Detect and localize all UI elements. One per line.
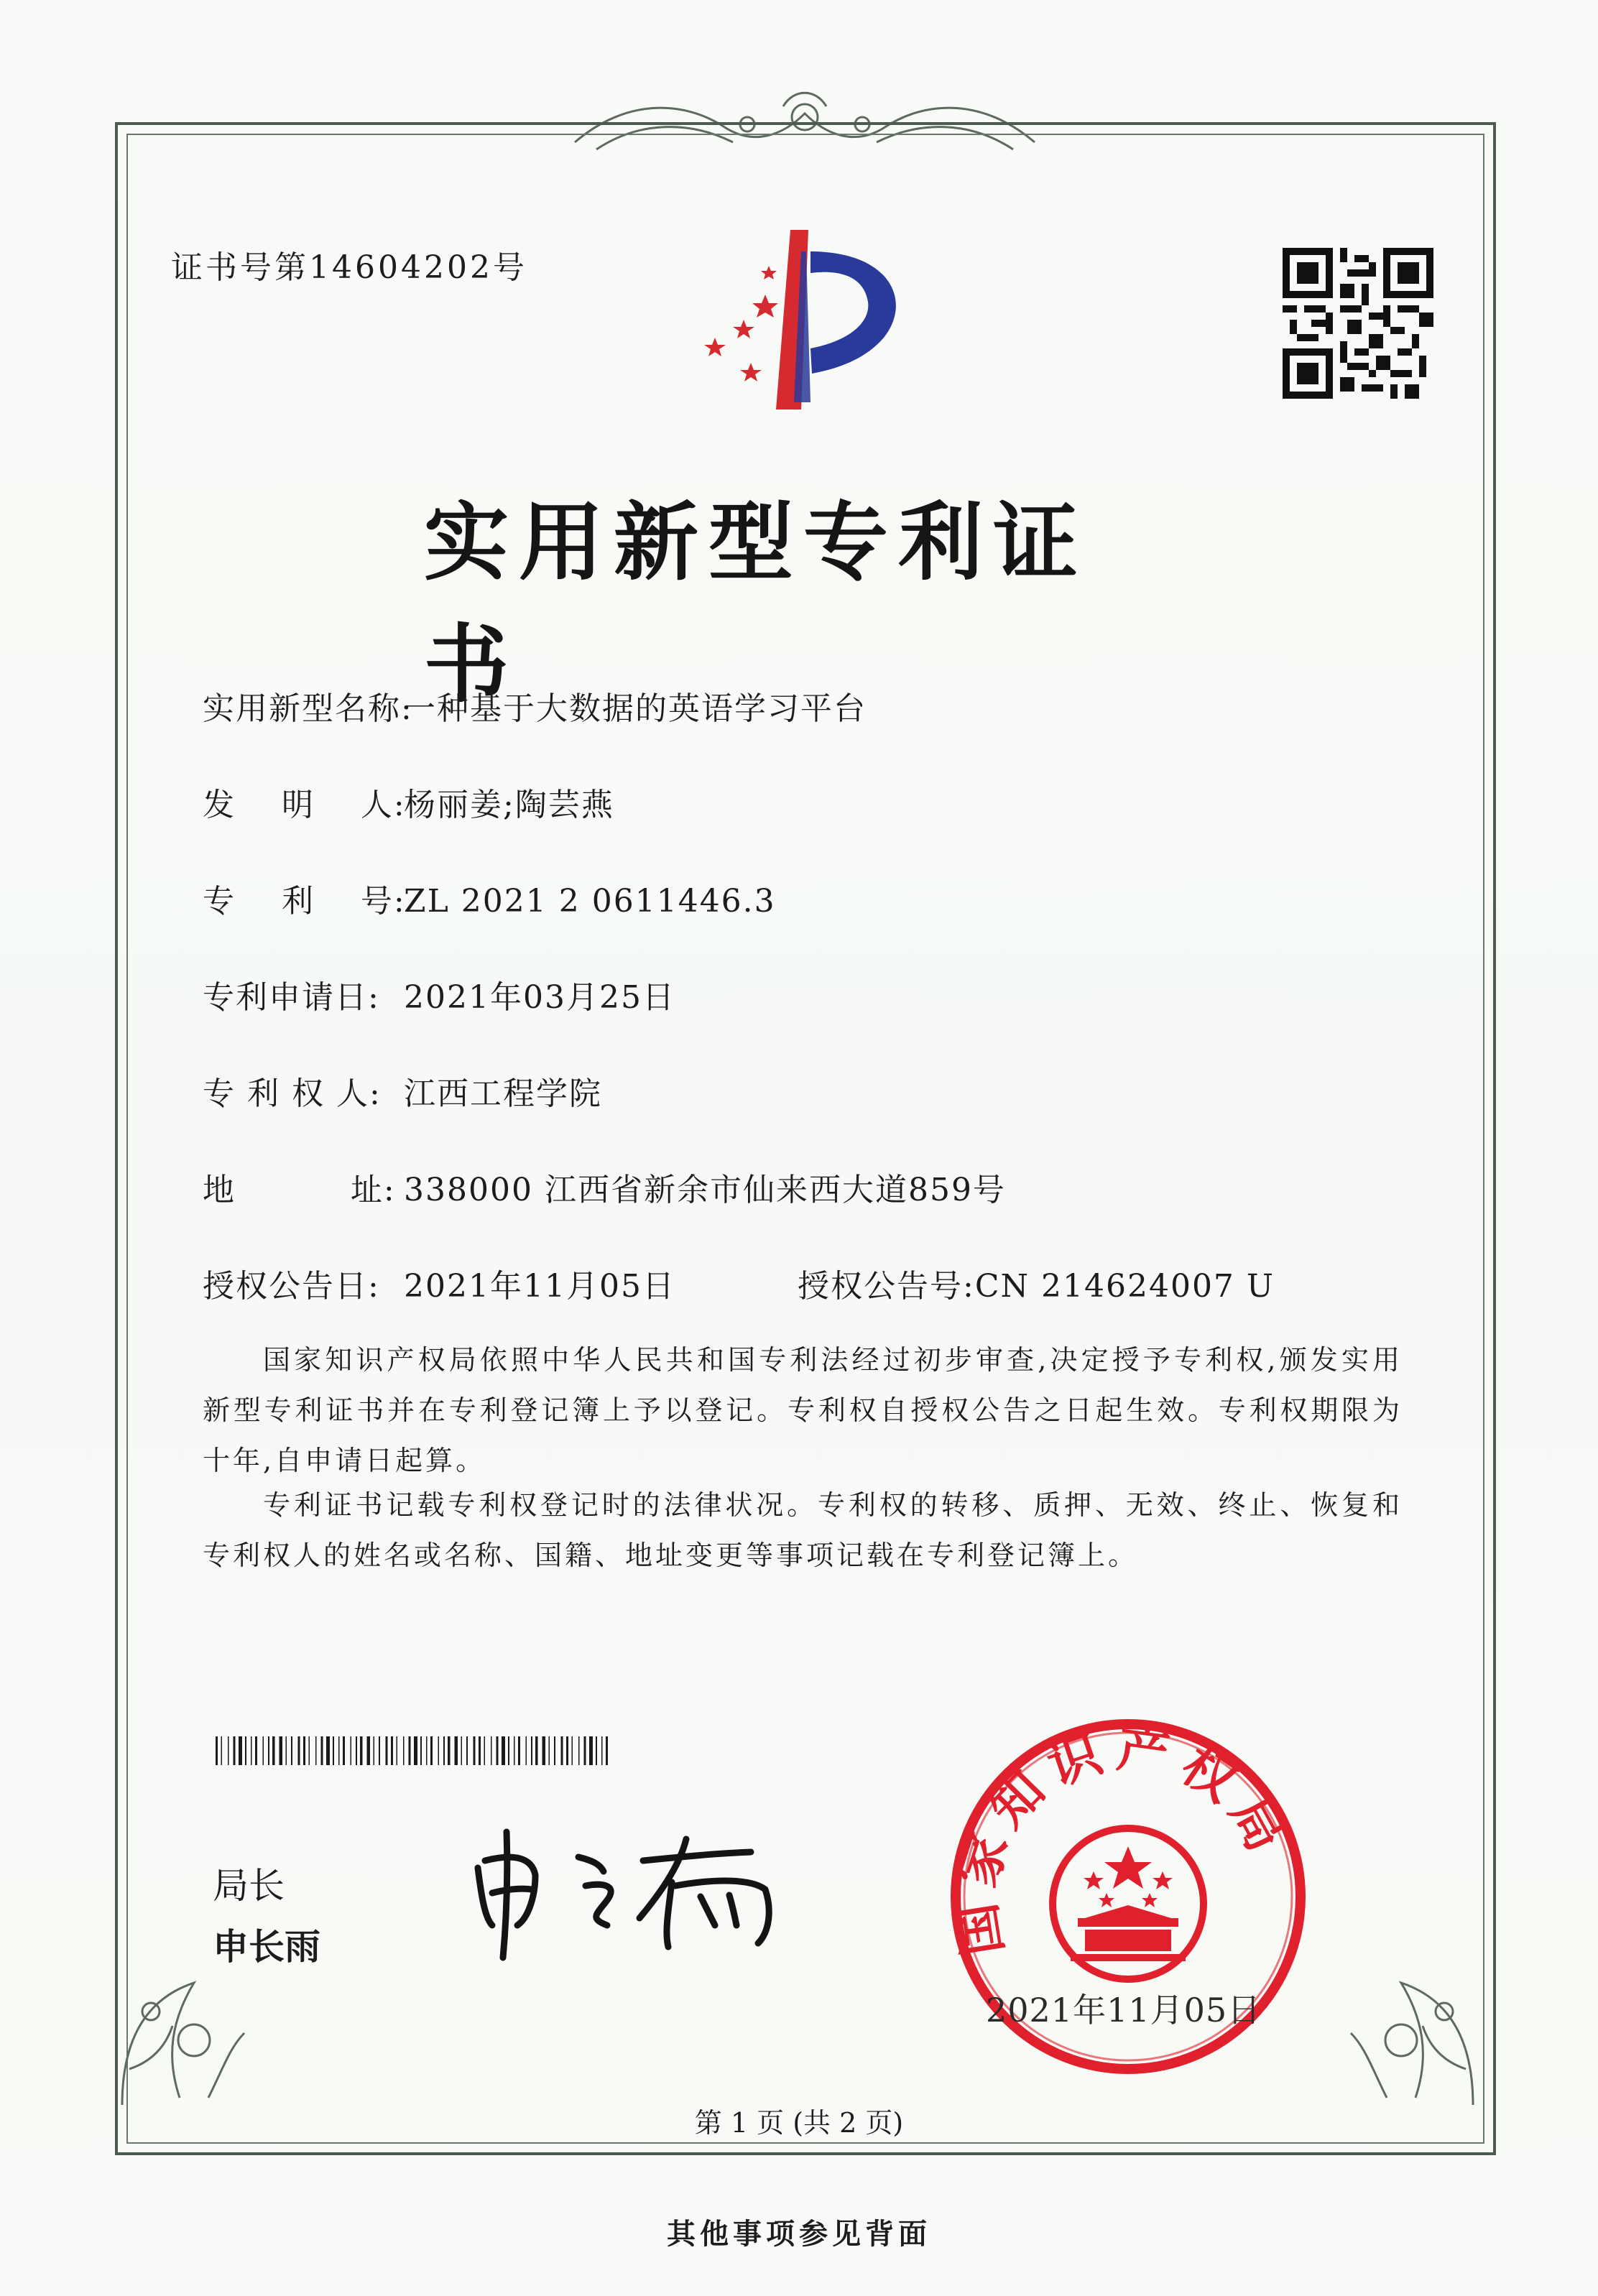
field-grant-number [798, 1260, 1275, 1306]
signatory-title: 局长 [213, 1865, 285, 1907]
field-label: 授权公告号: [798, 1268, 975, 1305]
field-value: 2021年11月05日 [404, 1268, 675, 1305]
footnote: 其他事项参见背面 [667, 2217, 931, 2251]
field-value: 338000 江西省新余市仙来西大道859号 [404, 1172, 1006, 1208]
field-label: 专 利 权 人: [203, 1075, 382, 1112]
field-value: 2021年03月25日 [404, 979, 675, 1016]
signatory-name: 申长雨 [213, 1926, 320, 1968]
body-paragraph-2: 专利证书记载专利权登记时的法律状况。专利权的转移、质押、无效、终止、恢复和专利权人的姓名或名称、国籍、地址变更等事项记载在专利登记簿上。 [203, 1489, 1403, 1571]
handwritten-signature [463, 1818, 808, 1961]
field-utility-model-name [203, 682, 867, 728]
field-label: 专利申请日: [203, 979, 380, 1016]
field-value: CN 214624007 U [974, 1268, 1275, 1305]
field-label: 发 明 人: [203, 787, 406, 823]
cnipa-emblem-icon [683, 223, 927, 417]
certificate-number: 证书号第14604202号 [171, 249, 527, 286]
seal-date: 2021年11月05日 [986, 1991, 1262, 2029]
field-value: 杨丽姜;陶芸燕 [404, 787, 614, 823]
corner-ornament-right [1344, 1925, 1487, 2112]
field-patentee [203, 1068, 602, 1114]
field-value: ZL 2021 2 0611446.3 [404, 883, 776, 920]
field-value: 江西工程学院 [404, 1075, 602, 1112]
barcode-icon [216, 1736, 614, 1765]
field-patent-number [203, 875, 776, 921]
field-grant-date [203, 1260, 675, 1306]
national-emblem-icon [1053, 1828, 1204, 1979]
certificate-title: 实用新型专利证书 [424, 493, 1089, 714]
field-label: 授权公告日: [203, 1268, 380, 1305]
seal-text: 国家知识产权局 [944, 1717, 1302, 1960]
page-number: 第 1 页 (共 2 页) [694, 2107, 904, 2139]
field-label: 地 址: [203, 1172, 396, 1208]
field-label: 实用新型名称: [203, 690, 413, 727]
field-filing-date [203, 971, 675, 1017]
field-label: 专 利 号: [203, 883, 406, 920]
field-inventor [203, 779, 614, 825]
qr-code-icon[interactable] [1283, 248, 1433, 399]
field-value: 一种基于大数据的英语学习平台 [404, 690, 867, 727]
field-address [203, 1164, 1006, 1210]
body-paragraph-1: 国家知识产权局依照中华人民共和国专利法经过初步审查,决定授予专利权,颁发实用新型专利证书并在专利登记簿上予以登记。专利权自授权公告之日起生效。专利权期限为十年,自申请日起算。 [203, 1344, 1403, 1476]
